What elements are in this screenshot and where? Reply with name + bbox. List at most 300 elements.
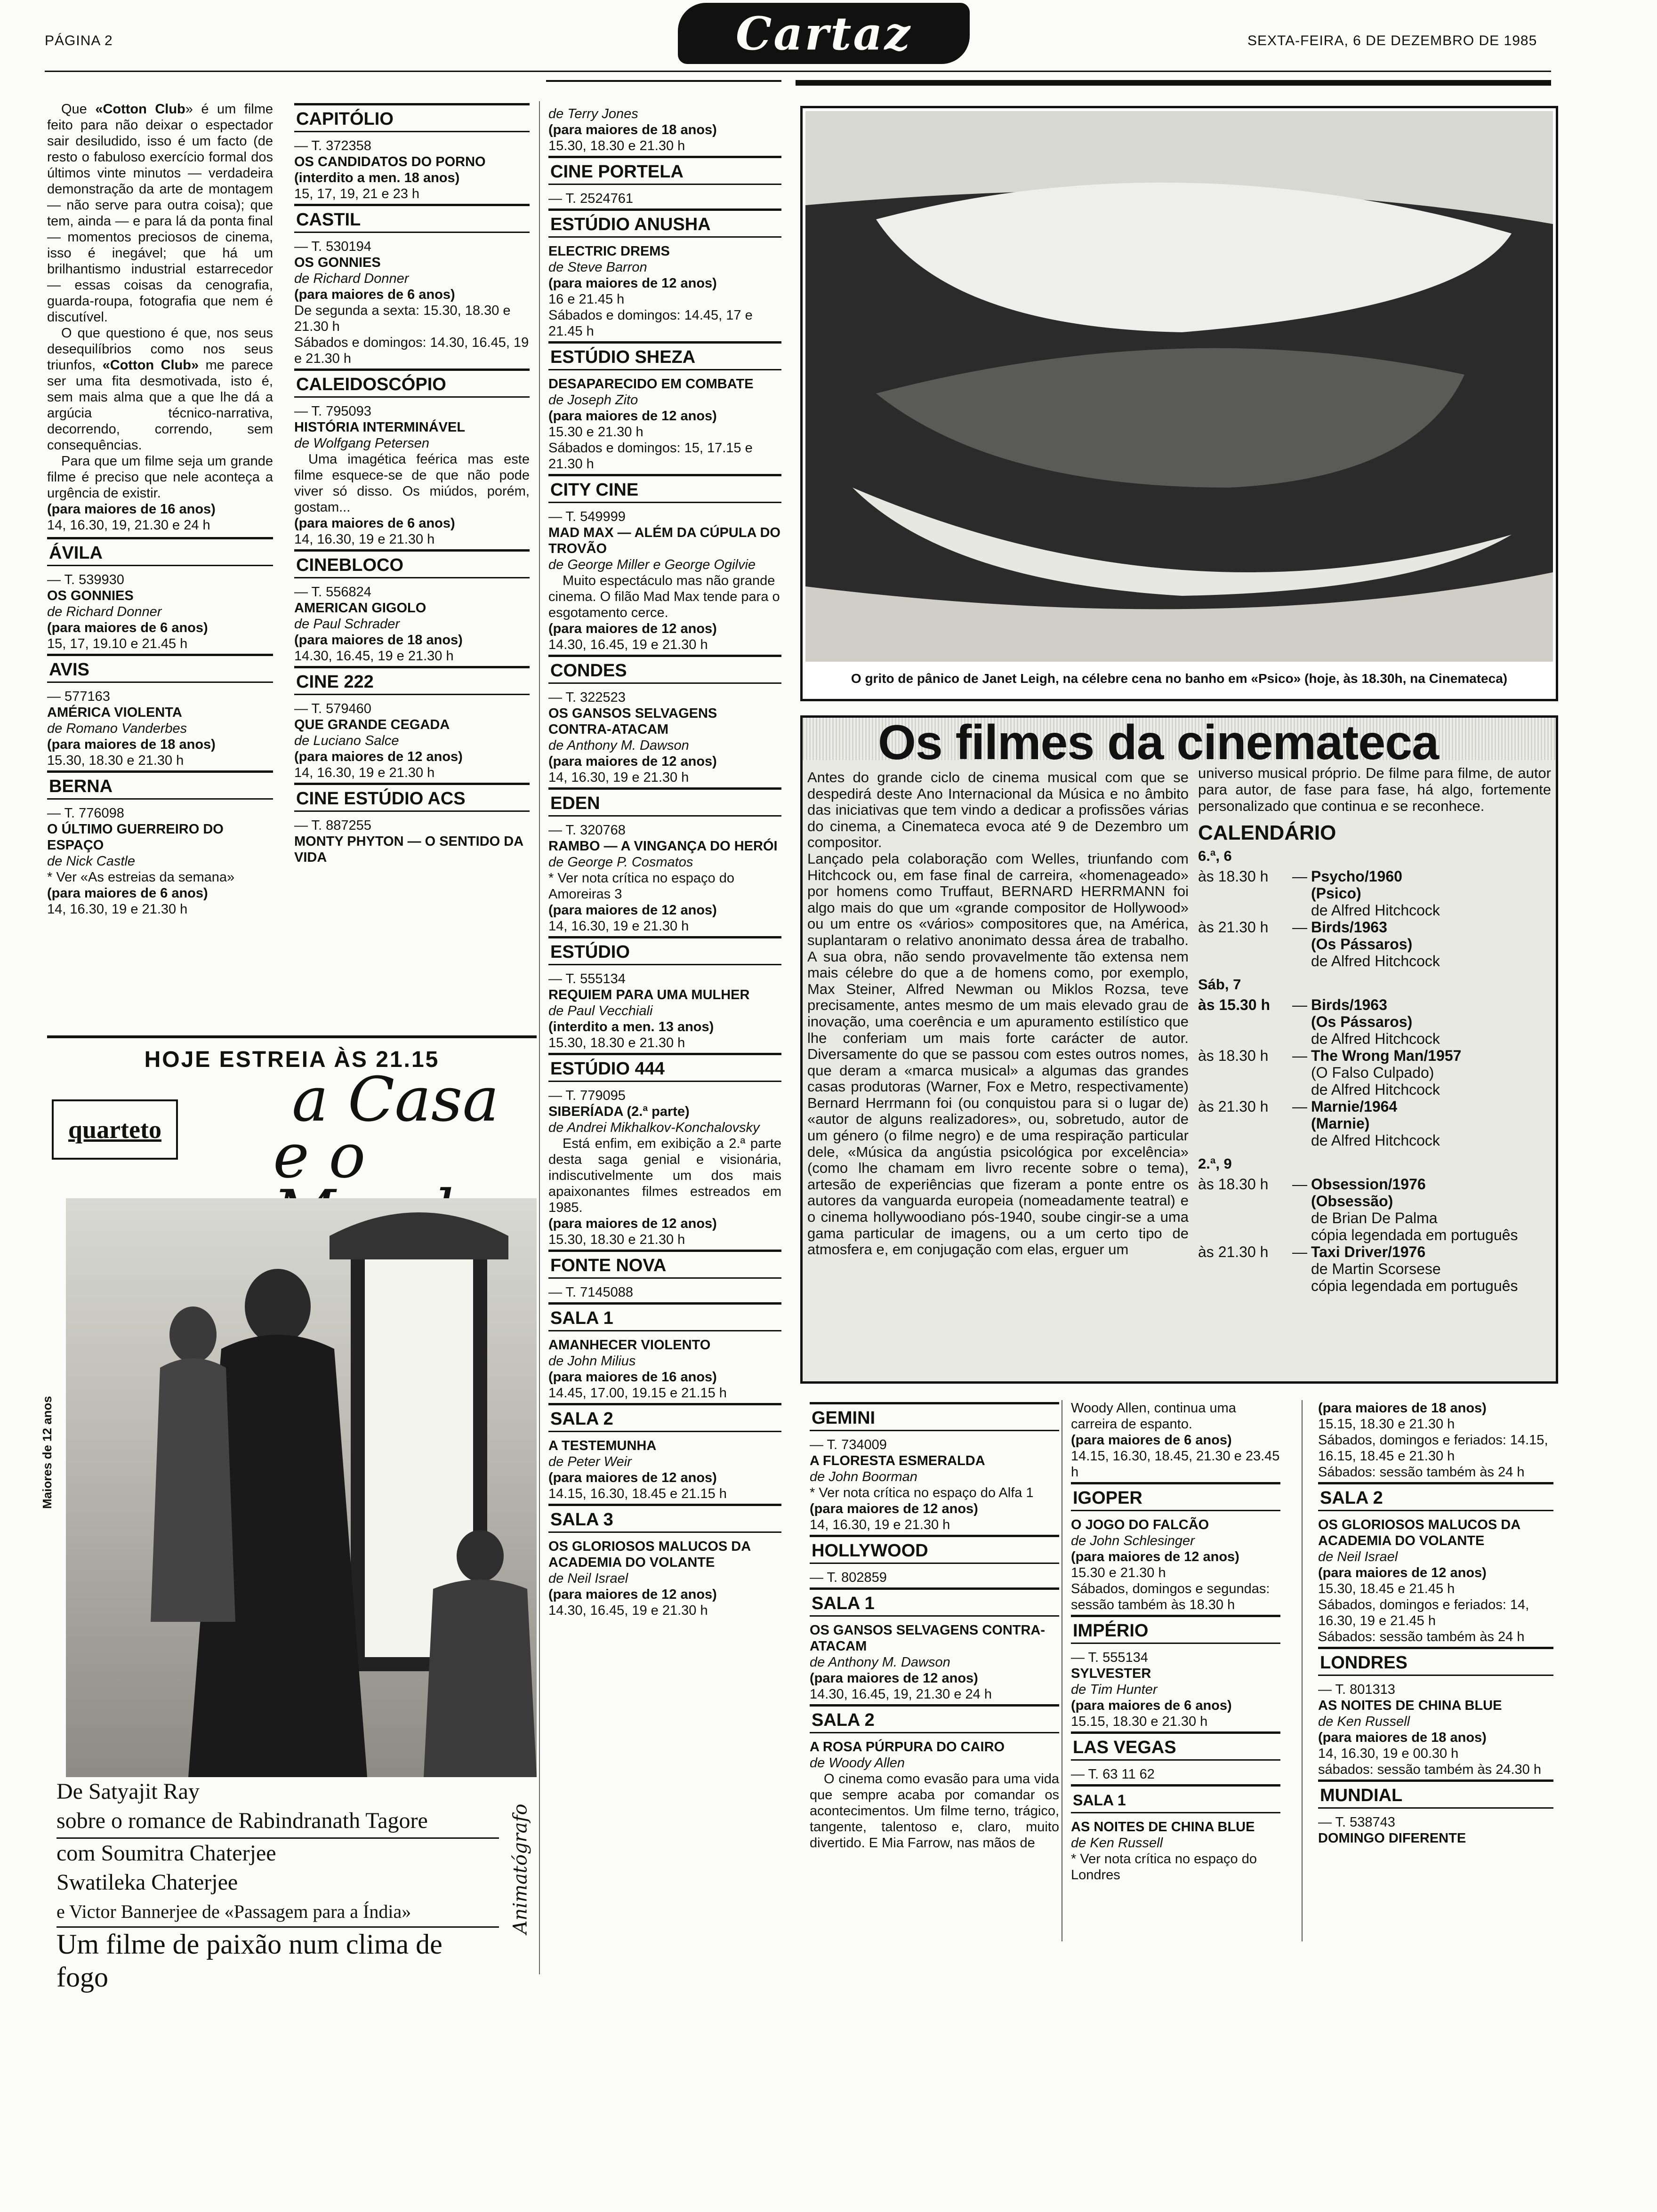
review-p1-post: » é um filme feito para não deixar o espectador sair desiludido, isso é um facto (de resto o fabuloso exercício formal dos últimos vinte minutos — verdadeira demonstração da arte de montagem — não serve para outra coisa); que tem, ainda — e para lá da ponta final — momentos preciosos de cinema, isso é inegável; que há um brilhantismo industrial estarrecedor — essas coisas da cenografia, guarda-roupa, fotografia que nem é discutível. bbox=[47, 102, 273, 325]
screening-director: de Brian De Palma bbox=[1311, 1210, 1438, 1226]
film-title: A TESTEMUNHA bbox=[548, 1438, 657, 1453]
phone: — T. 795093 bbox=[294, 404, 371, 419]
listing-continued bbox=[548, 106, 781, 154]
listing bbox=[1071, 1731, 1280, 1782]
cinema-name: CINE PORTELA bbox=[548, 156, 781, 185]
film-title: AMANHECER VIOLENTO bbox=[548, 1338, 711, 1353]
calendar-day bbox=[1198, 848, 1551, 970]
film-title: SIBERÍADA (2.ª parte) bbox=[548, 1104, 690, 1119]
ad-cast-2: Swatileka Chaterjee bbox=[56, 1870, 238, 1895]
rating: (para maiores de 12 anos) bbox=[548, 1216, 717, 1231]
cinema-name: CINE ESTÚDIO ACS bbox=[294, 783, 530, 812]
film-title: SYLVESTER bbox=[1071, 1666, 1151, 1681]
rating: (interdito a men. 13 anos) bbox=[548, 1019, 714, 1034]
masthead-logo bbox=[678, 3, 970, 64]
film-title: AMÉRICA VIOLENTA bbox=[47, 705, 182, 720]
cinema-name: SALA 2 bbox=[548, 1403, 781, 1432]
phone: — T. 555134 bbox=[548, 971, 626, 986]
phone: — T. 538743 bbox=[1318, 1815, 1395, 1830]
director: de John Milius bbox=[548, 1354, 636, 1369]
rating: (para maiores de 18 anos) bbox=[548, 122, 717, 137]
rating: (para maiores de 16 anos) bbox=[548, 1370, 717, 1385]
ad-credits bbox=[56, 1777, 499, 1994]
screening-title: Marnie/1964 bbox=[1311, 1098, 1398, 1115]
psycho-photo bbox=[805, 111, 1553, 662]
column-2 bbox=[294, 101, 530, 866]
mirror-crest bbox=[330, 1212, 508, 1259]
director: de Terry Jones bbox=[548, 106, 638, 121]
showtimes: 15.30, 18.30 e 21.30 h bbox=[47, 753, 184, 768]
screening-director: de Alfred Hitchcock bbox=[1311, 1030, 1440, 1047]
film-title: RAMBO — A VINGANÇA DO HERÓI bbox=[548, 839, 778, 854]
ad-cast-1: com Soumitra Chaterjee bbox=[56, 1837, 499, 1868]
screening: às 18.30 h — The Wrong Man/1957 (O Falso Culpado) de Alfred Hitchcock bbox=[1198, 1047, 1551, 1098]
rating: (interdito a men. 18 anos) bbox=[294, 170, 460, 185]
note: O cinema como evasão para uma vida que sempre acaba por comandar os acontecimentos. Um filme terno, trágico, tangente, talentoso e, claro, muito divertido. E Mia Farrow, nas mãos de bbox=[810, 1771, 1059, 1851]
director: de Andrei Mikhalkov-Konchalovsky bbox=[548, 1120, 760, 1135]
screening: às 18.30 h — Obsession/1976 (Obsessão) de Brian De Palma cópia legendada em português bbox=[1198, 1176, 1551, 1243]
calendar-day-label: Sáb, 7 bbox=[1198, 976, 1241, 993]
top-rule-mid bbox=[546, 80, 781, 82]
listing bbox=[294, 549, 530, 664]
cinema-name: CINEBLOCO bbox=[294, 549, 530, 578]
rating: (para maiores de 12 anos) bbox=[548, 276, 717, 291]
screening: às 21.30 h — Marnie/1964 (Marnie) de Alfred Hitchcock bbox=[1198, 1098, 1551, 1149]
director: de Anthony M. Dawson bbox=[548, 738, 689, 753]
director: de Anthony M. Dawson bbox=[810, 1655, 950, 1670]
review-p2-bold: «Cotton Club» bbox=[102, 358, 199, 373]
phone: — T. 802859 bbox=[810, 1570, 887, 1585]
screening-alt-title: (Obsessão) bbox=[1311, 1193, 1393, 1210]
showtimes: 14.30, 16.45, 19 e 21.30 h bbox=[294, 649, 454, 664]
cinema-name: ESTÚDIO ANUSHA bbox=[548, 208, 781, 238]
rating: (para maiores de 12 anos) bbox=[548, 621, 717, 636]
film-title: ELECTRIC DREMS bbox=[548, 244, 670, 259]
note: * Ver nota crítica no espaço do Amoreiras 3 bbox=[548, 871, 734, 902]
listing bbox=[548, 1504, 781, 1619]
screening-note: cópia legendada em português bbox=[1311, 1277, 1518, 1294]
note: * Ver nota crítica no espaço do Londres bbox=[1071, 1851, 1257, 1883]
cinema-name: ESTÚDIO 444 bbox=[548, 1053, 781, 1082]
listing bbox=[548, 1403, 781, 1502]
director: de Steve Barron bbox=[548, 260, 647, 275]
rating: (para maiores de 12 anos) bbox=[548, 1470, 717, 1485]
listing bbox=[548, 341, 781, 472]
column-3 bbox=[548, 106, 781, 1619]
film-title: MAD MAX — ALÉM DA CÚPULA DO TROVÃO bbox=[548, 525, 780, 556]
screening-alt-title: (Marnie) bbox=[1311, 1115, 1370, 1132]
director: de Wolfgang Petersen bbox=[294, 436, 429, 451]
column-divider bbox=[1302, 1400, 1303, 1941]
listing bbox=[810, 1587, 1059, 1702]
ad-director: De Satyajit Ray bbox=[56, 1779, 200, 1804]
cinema-name: CALEIDOSCÓPIO bbox=[294, 369, 530, 398]
rating: (para maiores de 6 anos) bbox=[1071, 1433, 1232, 1448]
review-p2-pre: O que questiono é que, nos seus desequilíbrios como nos seus triunfos, bbox=[47, 326, 273, 373]
phone: — T. 579460 bbox=[294, 701, 371, 716]
note: Muito espectáculo mas não grande cinema. O filão Mad Max tende para o esgotamento cerce. bbox=[548, 573, 780, 620]
director: de Richard Donner bbox=[294, 271, 409, 286]
rating: (para maiores de 18 anos) bbox=[1318, 1401, 1487, 1416]
column-5 bbox=[810, 1400, 1059, 1851]
calendar-day bbox=[1198, 1155, 1551, 1294]
calendar-day-label: 2.ª, 9 bbox=[1198, 1155, 1232, 1172]
cinema-name: FONTE NOVA bbox=[548, 1250, 781, 1279]
rating: (para maiores de 12 anos) bbox=[294, 749, 463, 764]
director: de Tim Hunter bbox=[1071, 1682, 1158, 1697]
film-title: AS NOITES DE CHINA BLUE bbox=[1071, 1819, 1255, 1835]
phone: — T. 734009 bbox=[810, 1437, 887, 1452]
showtimes: 15.30, 18.30 e 21.30 h bbox=[548, 138, 685, 153]
phone: — T. 776098 bbox=[47, 806, 124, 821]
phone: — T. 63 11 62 bbox=[1071, 1767, 1155, 1782]
showtimes: 14.45, 17.00, 19.15 e 21.15 h bbox=[548, 1386, 727, 1401]
director: de Romano Vanderbes bbox=[47, 721, 187, 736]
showtimes: 15, 17, 19, 21 e 23 h bbox=[294, 186, 420, 201]
film-title: OS GANSOS SELVAGENS CONTRA-ATACAM bbox=[810, 1623, 1046, 1654]
film-title: REQUIEM PARA UMA MULHER bbox=[548, 987, 750, 1002]
cinema-name: SALA 1 bbox=[548, 1302, 781, 1331]
listing bbox=[810, 1402, 1059, 1533]
listing bbox=[1318, 1779, 1553, 1846]
animatografo-logo bbox=[499, 1791, 541, 1947]
screening-director: de Alfred Hitchcock bbox=[1311, 1132, 1440, 1149]
phone: — T. 549999 bbox=[548, 509, 626, 524]
screening-note: cópia legendada em português bbox=[1311, 1226, 1518, 1243]
top-rule-right bbox=[796, 80, 1551, 86]
listing bbox=[294, 666, 530, 781]
phone: — T. 801313 bbox=[1318, 1682, 1395, 1697]
cinema-name: LAS VEGAS bbox=[1071, 1731, 1280, 1761]
director: de John Schlesinger bbox=[1071, 1533, 1195, 1548]
showtimes: 14.15, 16.30, 18.45 e 21.15 h bbox=[548, 1486, 727, 1501]
cinema-name: CINE 222 bbox=[294, 666, 530, 695]
director: de Paul Schrader bbox=[294, 617, 400, 632]
rating: (para maiores de 6 anos) bbox=[294, 516, 455, 531]
screening-title: Psycho/1960 bbox=[1311, 868, 1402, 885]
film-title: OS GONNIES bbox=[294, 255, 381, 270]
rating: (para maiores de 12 anos) bbox=[1071, 1549, 1239, 1564]
director: de Woody Allen bbox=[810, 1755, 905, 1771]
cinema-name: LONDRES bbox=[1318, 1647, 1553, 1676]
animatografo-text: Animatógrafo bbox=[509, 1803, 531, 1934]
cinema-name: SALA 2 bbox=[810, 1704, 1059, 1733]
cinema-name: HOLLYWOOD bbox=[810, 1535, 1059, 1564]
scream-mouth-image bbox=[805, 111, 1553, 662]
director: de Ken Russell bbox=[1071, 1835, 1163, 1851]
rating: (para maiores de 6 anos) bbox=[47, 620, 208, 635]
note: Está enfim, em exibição a 2.ª parte desta saga genial e visionária, indiscutivelmente um dos mais apaixonantes filmes estreados em 1985. bbox=[548, 1136, 781, 1215]
rating: (para maiores de 12 anos) bbox=[810, 1671, 978, 1686]
film-title: OS CANDIDATOS DO PORNO bbox=[294, 154, 486, 169]
ad-cast-3: e Victor Bannerjee de «Passagem para a Índia» bbox=[56, 1901, 411, 1922]
screening: às 18.30 h — Psycho/1960 (Psico) de Alfred Hitchcock bbox=[1198, 868, 1551, 919]
screening-title: Taxi Driver/1976 bbox=[1311, 1243, 1426, 1260]
listing bbox=[1071, 1615, 1280, 1730]
seated-woman-head bbox=[457, 1530, 504, 1582]
listing bbox=[1071, 1784, 1280, 1883]
cinema-name: ESTÚDIO SHEZA bbox=[548, 341, 781, 370]
film-title: MONTY PHYTON — O SENTIDO DA VIDA bbox=[294, 834, 523, 865]
seated-woman-figure bbox=[424, 1579, 537, 1777]
calendar-title: CALENDÁRIO bbox=[1198, 821, 1336, 844]
screening-director: de Alfred Hitchcock bbox=[1311, 1081, 1440, 1098]
review-p3: Para que um filme seja um grande filme é preciso que nele aconteça a urgência de existir. bbox=[47, 454, 273, 501]
screening-time: às 21.30 h bbox=[1198, 1243, 1269, 1260]
screening-director: de Alfred Hitchcock bbox=[1311, 953, 1440, 970]
phone: — T. 2524761 bbox=[548, 191, 634, 206]
film-title: O JOGO DO FALCÃO bbox=[1071, 1517, 1209, 1532]
screening-time: às 18.30 h bbox=[1198, 1176, 1269, 1193]
film-title: DESAPARECIDO EM COMBATE bbox=[548, 377, 754, 392]
quarteto-logo bbox=[52, 1099, 178, 1160]
cinema-name: SALA 1 bbox=[1071, 1784, 1280, 1813]
film-title: HISTÓRIA INTERMINÁVEL bbox=[294, 420, 466, 435]
screening-alt-title: (Psico) bbox=[1311, 885, 1361, 902]
ad-headline: HOJE ESTREIA ÀS 21.15 bbox=[144, 1047, 440, 1072]
phone: — T. 556824 bbox=[294, 585, 371, 600]
ad-tagline: Um filme de paixão num clima de fogo bbox=[56, 1926, 499, 1994]
cinema-name: AVIS bbox=[47, 654, 273, 683]
showtimes: 14.30, 16.45, 19 e 21.30 h bbox=[548, 1603, 708, 1618]
phone: — T. 320768 bbox=[548, 823, 626, 838]
listing bbox=[548, 655, 781, 785]
screening-alt-title: (Os Pássaros) bbox=[1311, 936, 1413, 953]
servant-head bbox=[169, 1306, 217, 1363]
cinema-name: SALA 3 bbox=[548, 1504, 781, 1533]
listing bbox=[810, 1704, 1059, 1851]
phone: — T. 539930 bbox=[47, 572, 124, 587]
showtimes: 14, 16.30, 19 e 21.30 h bbox=[548, 770, 689, 785]
rating: (para maiores de 12 anos) bbox=[548, 409, 717, 424]
rating: (para maiores de 12 anos) bbox=[810, 1501, 978, 1516]
column-divider bbox=[539, 101, 540, 1974]
screening-time: às 21.30 h bbox=[1198, 1098, 1269, 1115]
listing bbox=[548, 1250, 781, 1300]
film-title: OS GONNIES bbox=[47, 588, 134, 603]
screening-director: de Martin Scorsese bbox=[1311, 1260, 1441, 1277]
servant-figure bbox=[151, 1358, 235, 1622]
rating: (para maiores de 18 anos) bbox=[47, 737, 216, 752]
cinema-name: CITY CINE bbox=[548, 474, 781, 503]
quarteto-logo-text: quarteto bbox=[68, 1115, 161, 1144]
note: * Ver nota crítica no espaço do Alfa 1 bbox=[810, 1485, 1034, 1500]
film-title: OS GANSOS SELVAGENS CONTRA-ATACAM bbox=[548, 706, 717, 737]
woman-head bbox=[245, 1269, 311, 1344]
showtimes: 14, 16.30, 19 e 21.30 h bbox=[548, 919, 689, 934]
review-rating: (para maiores de 16 anos) bbox=[47, 502, 216, 517]
director: de Nick Castle bbox=[47, 854, 135, 869]
listing bbox=[47, 770, 273, 917]
cinema-name: GEMINI bbox=[810, 1402, 1059, 1431]
column-1 bbox=[47, 101, 273, 917]
showtimes: 15.30, 18.30 e 21.30 h bbox=[548, 1232, 685, 1247]
ad-source: sobre o romance de Rabindranath Tagore bbox=[56, 1808, 428, 1833]
listing bbox=[47, 654, 273, 769]
listing bbox=[548, 787, 781, 934]
phone: — T. 7145088 bbox=[548, 1285, 634, 1300]
listing-continued bbox=[1071, 1400, 1280, 1480]
phone: — T. 322523 bbox=[548, 690, 626, 705]
showtimes: De segunda a sexta: 15.30, 18.30 e 21.30 h Sábados e domingos: 14.30, 16.45, 19 e 21.30 h bbox=[294, 303, 529, 366]
director: de Joseph Zito bbox=[548, 393, 638, 408]
cinema-name: BERNA bbox=[47, 770, 273, 800]
screening-alt-title: (Os Pássaros) bbox=[1311, 1013, 1413, 1030]
film-title: QUE GRANDE CEGADA bbox=[294, 717, 450, 732]
review-p2-post: me parece ser uma fita desmotivada, isto é, sem mais alma que a que lhe dá a argúcia técnico-narrativa, decorrendo, correndo, sem consequências. bbox=[47, 358, 273, 453]
screening-title: Obsession/1976 bbox=[1311, 1176, 1426, 1193]
screening-director: de Alfred Hitchcock bbox=[1311, 902, 1440, 919]
article-col2 bbox=[1198, 765, 1551, 1294]
review-p1-bold: Cotton Club bbox=[103, 102, 185, 117]
review-text: Que «Cotton Club» é um filme feito para não deixar o espectador sair desiludido, isso é um facto (de resto o fabuloso exercício formal dos últimos vinte minutos — verdadeira demonstração da arte de montagem — não serve para outra coisa); que tem, ainda — e para lá da ponta final — momentos preciosos de cinema, isso é inegável; que há um brilhantismo industrial estarrecedor — essas coisas da cenografia, guarda-roupa, fotografia que nem é discutível. O que questiono é que, nos seus desequilíbrios como nos seus triunfos, «Cotton Club» me parece ser uma fita desmotivada, isto é, sem mais alma que a que lhe dá a argúcia técnico-narrativa, decorrendo, correndo, sem consequências. Para que um filme seja um grande filme é preciso que nele aconteça a urgência de existir. (para maiores de 16 anos) 14, 16.30, 19, 21.30 e 24 h bbox=[47, 102, 273, 533]
phone: — T. 555134 bbox=[1071, 1650, 1148, 1665]
ad-photo bbox=[66, 1198, 537, 1777]
listing bbox=[294, 783, 530, 866]
showtimes: 15.30, 18.30 e 21.30 h bbox=[548, 1035, 685, 1050]
screening: às 21.30 h — Taxi Driver/1976 de Martin Scorsese cópia legendada em português bbox=[1198, 1243, 1551, 1294]
film-title: OS GLORIOSOS MALUCOS DA ACADEMIA DO VOLANTE bbox=[548, 1539, 751, 1570]
cinema-name: SALA 1 bbox=[810, 1587, 1059, 1617]
calendar-day bbox=[1198, 976, 1551, 1149]
showtimes: 14.15, 16.30, 18.45, 21.30 e 23.45 h bbox=[1071, 1449, 1280, 1480]
ad-title-line-2: e o bbox=[273, 1120, 366, 1192]
screening-alt-title: (O Falso Culpado) bbox=[1311, 1064, 1434, 1081]
listing bbox=[548, 156, 781, 207]
director: de John Boorman bbox=[810, 1469, 917, 1484]
showtimes: 14, 16.30, 19 e 21.30 h bbox=[47, 902, 188, 917]
cinema-name: IGOPER bbox=[1071, 1482, 1280, 1511]
showtimes: 14, 16.30, 19 e 21.30 h bbox=[294, 532, 435, 547]
director: de Neil Israel bbox=[548, 1571, 628, 1586]
screening-time: às 18.30 h bbox=[1198, 868, 1269, 885]
showtimes: 14.30, 16.45, 19 e 21.30 h bbox=[548, 637, 708, 652]
showtimes: 15.15, 18.30 e 21.30 h bbox=[1071, 1714, 1208, 1729]
showtimes: 15.15, 18.30 e 21.30 h Sábados, domingos e feriados: 14.15, 16.15, 18.45 e 21.30 h Sábados: sessão também às 24 h bbox=[1318, 1417, 1548, 1480]
rating: (para maiores de 6 anos) bbox=[294, 287, 455, 302]
rating: (para maiores de 12 anos) bbox=[548, 1587, 717, 1602]
screening-title: The Wrong Man/1957 bbox=[1311, 1047, 1462, 1064]
listing bbox=[548, 208, 781, 339]
review-p1-pre: Que bbox=[61, 102, 96, 117]
listing-continued bbox=[1318, 1400, 1553, 1480]
director: de Paul Vecchiali bbox=[548, 1003, 653, 1018]
issue-date: SEXTA-FEIRA, 6 DE DEZEMBRO DE 1985 bbox=[1247, 33, 1537, 48]
article-body-end: universo musical próprio. De filme para filme, de autor para autor, de fase para fase, há algo, fortemente personalizado que continua e se reconhece. bbox=[1198, 765, 1551, 814]
showtimes: 14.30, 16.45, 19, 21.30 e 24 h bbox=[810, 1687, 992, 1702]
header-rule bbox=[45, 71, 1551, 72]
rating: (para maiores de 12 anos) bbox=[1318, 1565, 1487, 1580]
screening-time: às 18.30 h bbox=[1198, 1047, 1269, 1064]
cinema-name: EDEN bbox=[548, 787, 781, 817]
director: de Richard Donner bbox=[47, 604, 162, 619]
showtimes: 16 e 21.45 h Sábados e domingos: 14.45, 17 e 21.45 h bbox=[548, 292, 753, 339]
showtimes: 15.30 e 21.30 h Sábados e domingos: 15, 17.15 e 21.30 h bbox=[548, 425, 753, 472]
ad-title-line-1: a Casa bbox=[292, 1064, 499, 1135]
showtimes: 14, 16.30, 19 e 00.30 h sábados: sessão também às 24.30 h bbox=[1318, 1746, 1541, 1777]
film-advertisement bbox=[40, 1035, 537, 1993]
cinema-name: CAPITÓLIO bbox=[294, 103, 530, 132]
listing bbox=[548, 474, 781, 653]
note: * Ver «As estreias da semana» bbox=[47, 870, 235, 885]
screening: às 21.30 h — Birds/1963 (Os Pássaros) de Alfred Hitchcock bbox=[1198, 919, 1551, 970]
cinema-name: IMPÉRIO bbox=[1071, 1615, 1280, 1644]
listing bbox=[548, 1302, 781, 1401]
listing bbox=[294, 204, 530, 367]
screening-time: às 15.30 h bbox=[1198, 996, 1270, 1013]
phone: — 577163 bbox=[47, 689, 110, 704]
listing bbox=[294, 369, 530, 547]
showtimes: 14, 16.30, 19 e 21.30 h bbox=[810, 1517, 950, 1532]
page-number: PÁGINA 2 bbox=[45, 33, 113, 48]
director: de Peter Weir bbox=[548, 1454, 632, 1469]
screening: às 15.30 h — Birds/1963 (Os Pássaros) de Alfred Hitchcock bbox=[1198, 996, 1551, 1047]
listing bbox=[548, 936, 781, 1051]
rating: (para maiores de 6 anos) bbox=[1071, 1698, 1232, 1713]
column-6 bbox=[1071, 1400, 1280, 1883]
listing bbox=[47, 537, 273, 652]
psycho-photo-box bbox=[800, 106, 1558, 701]
phone: — T. 887255 bbox=[294, 818, 371, 833]
director: de George Miller e George Ogilvie bbox=[548, 557, 756, 572]
cinema-name: MUNDIAL bbox=[1318, 1779, 1553, 1809]
masthead-title: Cartaz bbox=[735, 7, 912, 60]
film-title: DOMINGO DIFERENTE bbox=[1318, 1831, 1466, 1846]
director: de Luciano Salce bbox=[294, 733, 399, 748]
film-title: AMERICAN GIGOLO bbox=[294, 601, 426, 616]
cinema-name: CASTIL bbox=[294, 204, 530, 233]
phone: — T. 530194 bbox=[294, 239, 371, 254]
showtimes: 15.30 e 21.30 h Sábados, domingos e segundas: sessão também às 18.30 h bbox=[1071, 1565, 1270, 1612]
cinema-name: SALA 2 bbox=[1318, 1482, 1553, 1511]
listing bbox=[294, 103, 530, 202]
phone: — T. 779095 bbox=[548, 1088, 626, 1103]
note: Woody Allen, continua uma carreira de espanto. bbox=[1071, 1401, 1236, 1432]
column-7 bbox=[1318, 1400, 1553, 1846]
note: Uma imagética feérica mas este filme esquece-se de que não pode viver só disso. Os miúdos, porém, gostam... bbox=[294, 452, 530, 515]
photo-caption: O grito de pânico de Janet Leigh, na célebre cena no banho em «Psico» (hoje, às 18.30h, na Cinemateca) bbox=[851, 671, 1508, 686]
rating: (para maiores de 6 anos) bbox=[47, 886, 208, 901]
article-title: Os filmes da cinemateca bbox=[878, 715, 1439, 770]
film-title: OS GLORIOSOS MALUCOS DA ACADEMIA DO VOLANTE bbox=[1318, 1517, 1520, 1548]
listing bbox=[548, 1053, 781, 1248]
showtimes: 15, 17, 19.10 e 21.45 h bbox=[47, 636, 188, 651]
cinema-name: ÁVILA bbox=[47, 537, 273, 566]
film-title: A FLORESTA ESMERALDA bbox=[810, 1453, 985, 1468]
screening-title: Birds/1963 bbox=[1311, 919, 1387, 936]
listing bbox=[1071, 1482, 1280, 1613]
showtimes: 15.30, 18.45 e 21.45 h Sábados, domingos e feriados: 14, 16.30, 19 e 21.45 h Sábados: sessão também às 24 h bbox=[1318, 1581, 1529, 1644]
film-title: A ROSA PÚRPURA DO CAIRO bbox=[810, 1739, 1005, 1755]
showtimes: 14, 16.30, 19 e 21.30 h bbox=[294, 765, 435, 780]
director: de Ken Russell bbox=[1318, 1714, 1410, 1729]
col1-listings bbox=[47, 537, 273, 917]
screening-time: às 21.30 h bbox=[1198, 919, 1269, 936]
rating: (para maiores de 18 anos) bbox=[294, 633, 463, 648]
review-times: 14, 16.30, 19, 21.30 e 24 h bbox=[47, 518, 210, 533]
director: de George P. Cosmatos bbox=[548, 855, 693, 870]
rating: (para maiores de 18 anos) bbox=[1318, 1730, 1487, 1745]
listing bbox=[1318, 1647, 1553, 1778]
ad-age-rating: Maiores de 12 anos bbox=[40, 1396, 54, 1509]
calendar-day-label: 6.ª, 6 bbox=[1198, 848, 1232, 864]
ad-photo-art bbox=[66, 1198, 537, 1777]
article-body: Antes do grande ciclo de cinema musical com que se despedirá deste Ano Internacional da Música e no âmbito das iniciativas que tem vindo a dedicar a profissões várias do cinema, a Cinemateca evoca até 9 de Dezembro um compositor. Lançado pela colaboração com Welles, triunfando com Hitchcock ou, em fase final de carreira, «homenageado» por homens como Truffaut, BERNARD HERRMANN foi algo mais do que um «grande compositor de Hollywood» ou um entre os «vários» compositores que, na América, suplantaram o relativo anonimato dessa área de trabalho. A sua obra, não sendo provavelmente tão extensa nem mais célebre do que a de homens como, por exemplo, Max Steiner, Alfred Newman ou Miklos Rozsa, teve precisamente, antes mesmo de um mais elevado grau de inovação, uma coerência e um apuramento estilístico que lhe conferiam um mais forte carácter de autor. Diversamente do que se passou com estes outros nomes, que deram a «marca musical» a algumas das grandes casas produtoras (Warner, Fox e Metro, respectivamente) Bernard Herrmann foi (ou conquistou para si o lugar de) «autor de alguns realizadores», ou, sobretudo, autor de um género (o filme negro) e de uma respiração particular dele, «Música da angústia psicológica por excelência» (como lhe chamam em livro recente sobre o tema), artesão de experiências que fizeram a ponte entre os autores da vanguarda europeia (nomeadamente teatral) e o cinema hollywoodiano pós-1940, soube cingir-se a uma gama particular de imagens, ou a um certo tipo de atmosfera e, em conjugação com elas, erguer um bbox=[807, 769, 1189, 1258]
film-title: AS NOITES DE CHINA BLUE bbox=[1318, 1698, 1502, 1713]
cinema-name: CONDES bbox=[548, 655, 781, 684]
film-title: O ÚLTIMO GUERREIRO DO ESPAÇO bbox=[47, 822, 224, 853]
director: de Neil Israel bbox=[1318, 1549, 1398, 1564]
